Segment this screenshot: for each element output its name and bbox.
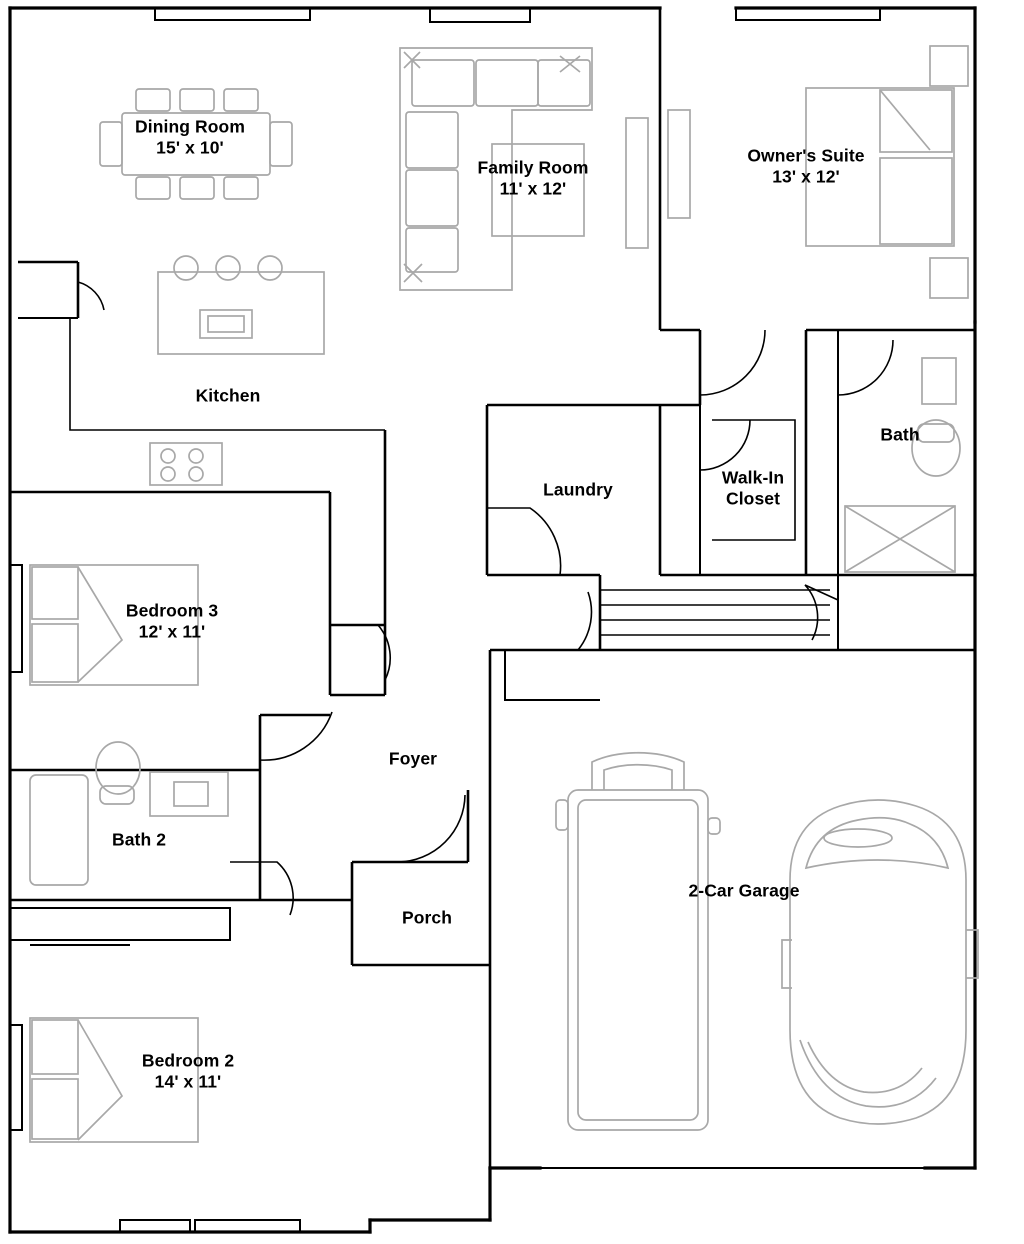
- room-name: Laundry: [543, 479, 613, 500]
- room-dims: 11' x 12': [499, 179, 567, 199]
- room-label-laundry: [543, 479, 613, 500]
- room-label-walk_in_closet: [722, 468, 784, 511]
- room-label-foyer: [389, 748, 437, 769]
- furniture: [30, 46, 978, 1142]
- room-name: Bedroom 2: [141, 1050, 235, 1071]
- room-name: Owner's Suite: [747, 145, 865, 166]
- room-label-garage: [688, 880, 799, 901]
- room-label-dining_room: [135, 117, 245, 160]
- room-label-bath_2: [112, 829, 166, 850]
- room-dims: 13' x 12': [772, 167, 840, 187]
- room-label-bedroom_3: [126, 601, 218, 644]
- room-name: Bath: [880, 424, 920, 445]
- room-name: Bedroom 3: [125, 600, 219, 621]
- room-name: Bath 2: [111, 829, 167, 850]
- room-name: Porch: [401, 907, 453, 928]
- room-name: Kitchen: [195, 385, 261, 406]
- room-dims: Closet: [725, 489, 781, 509]
- room-label-bedroom_2: [142, 1051, 234, 1094]
- room-name: Walk-In: [721, 467, 785, 488]
- room-label-porch: [402, 907, 452, 928]
- room-name: Family Room: [477, 157, 589, 178]
- room-name: Dining Room: [135, 116, 245, 137]
- room-name: 2-Car Garage: [688, 880, 800, 901]
- room-dims: 12' x 11': [138, 622, 206, 642]
- room-dims: 14' x 11': [154, 1072, 222, 1092]
- door-swings: [78, 262, 893, 915]
- room-label-kitchen: [196, 385, 261, 406]
- room-dims: 15' x 10': [156, 138, 224, 158]
- room-name: Foyer: [388, 748, 438, 769]
- room-label-owners_suite: [747, 146, 864, 189]
- room-label-family_room: [478, 158, 589, 201]
- room-label-bath: [880, 424, 919, 445]
